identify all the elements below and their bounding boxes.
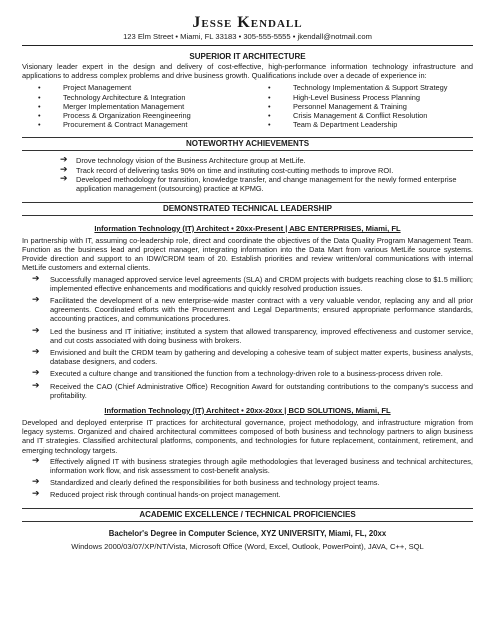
competency-item: • Technology Implementation & Support Strategy	[268, 83, 448, 93]
bullet-icon: •	[38, 101, 41, 111]
job-bullet: ➔ Reduced project risk through continual hands-on project management.	[32, 488, 281, 500]
bullet-icon: •	[268, 101, 271, 111]
competency-item: • Process & Organization Reengineering	[38, 110, 191, 120]
bullet-icon: •	[268, 83, 271, 93]
job-title-1: Information Technology (IT) Architect • 20xx-Present | ABC ENTERPRISES, Miami, FL	[94, 223, 401, 233]
leadership-heading: DEMONSTRATED TECHNICAL LEADERSHIP	[22, 202, 473, 216]
candidate-name: Jesse Kendall	[192, 14, 303, 31]
arrow-icon: ➔	[60, 153, 68, 164]
summary-heading: SUPERIOR IT ARCHITECTURE	[189, 52, 306, 61]
competency-item: • Procurement & Contract Management	[38, 119, 188, 129]
arrow-icon: ➔	[32, 488, 40, 499]
achievement-item: ➔ Developed methodology for transition, knowledge transfer, and change management for the newly formed enterprise application management (outsourcing) practice at KPMG.	[60, 173, 457, 194]
arrow-icon: ➔	[32, 324, 40, 335]
summary-paragraph: Visionary leader expert in the design and delivery of cost-effective, high-performance information technology infrastructure and applications to address complex problems and drive business growth. Qualifications include over a decade of experience in:	[22, 62, 473, 81]
education-heading: ACADEMIC EXCELLENCE / TECHNICAL PROFICIENCIES	[22, 508, 473, 522]
competency-item: • Team & Department Leadership	[268, 119, 398, 129]
bullet-icon: •	[38, 92, 41, 102]
competency-item: • Technology Architecture & Integration	[38, 92, 186, 102]
achievement-item: ➔ Drove technology vision of the Business Architecture group at MetLife.	[60, 153, 306, 165]
bullet-icon: •	[38, 83, 41, 93]
arrow-icon: ➔	[32, 476, 40, 487]
job-description-1: In partnership with IT, assuming co-leadership role, direct and coordinate the objectives of the Data Quality Program Management Team. Function as the business lead and project manager, integrating information into the Data Mart from various MetLife source systems. Provide direction and support to an IDW/CRDM team of 20. Establish priorities and review written/oral communications with internal MetLife customers and external clients.	[22, 235, 473, 273]
job-bullet: ➔ Standardized and clearly defined the responsibilities for both business and technology project teams.	[32, 476, 380, 488]
bullet-icon: •	[268, 92, 271, 102]
competency-item: • Personnel Management & Training	[268, 101, 407, 111]
job-bullets-2	[22, 454, 473, 500]
job-description-2: Developed and deployed enterprise IT practices for architectural governance, project methodology, and infrastructure migration from legacy systems. Organized and chaired architectural committees composed of both business and technology partners to align business and IT strategies. Classified architectural platforms, components, and technologies for future replacement, containment, retirement, and emerging technology targets.	[22, 417, 473, 455]
job-bullet: ➔ Envisioned and built the CRDM team by gathering and developing a cohesive team of subject matter experts, business analysts, database designers, and coders.	[32, 345, 473, 367]
job-bullets-1	[22, 272, 473, 400]
job-title-2: Information Technology (IT) Architect • 20xx-20xx | BCD SOLUTIONS, Miami, FL	[104, 405, 391, 415]
competency-item: • Crisis Management & Conflict Resolution	[268, 110, 428, 120]
competency-item: • High-Level Business Process Planning	[268, 92, 420, 102]
arrow-icon: ➔	[32, 454, 40, 465]
competency-item: • Project Management	[38, 83, 132, 93]
arrow-icon: ➔	[32, 367, 40, 378]
bullet-icon: •	[38, 119, 41, 129]
achievement-item: ➔ Track record of delivering tasks 90% on time and instituting cost-cutting methods to improve ROI.	[60, 163, 394, 175]
degree-line: Bachelor's Degree in Computer Science, XYZ UNIVERSITY, Miami, FL, 20xx	[108, 528, 387, 538]
bullet-icon: •	[268, 110, 271, 120]
achievements-list	[22, 153, 473, 194]
job-bullet: ➔ Successfully managed approved service level agreements (SLA) and CRDM projects with budgets reaching close to $1.5 million; implemented effective enhancements and modifications and quickly resolved production issues.	[32, 272, 473, 293]
arrow-icon: ➔	[32, 293, 40, 304]
arrow-icon: ➔	[60, 173, 68, 184]
job-bullet: ➔ Executed a culture change and transitioned the function from a technology-driven role to a business-process driven role.	[32, 367, 443, 379]
job-bullet: ➔ Led the business and IT initiative; instituted a system that allowed transparency, improved effectiveness and customer service, and cut costs associated with doing business with brokers.	[32, 324, 473, 345]
arrow-icon: ➔	[60, 163, 68, 174]
job-bullet: ➔ Facilitated the development of a new enterprise-wide master contract with a very valuable vendor, replacing any and all prior agreements. Coordinated efforts with the Procurement and Legal Departments; ensured appropriate performance standards, accounting practices, and communications procedures.	[32, 293, 473, 324]
competencies-left	[38, 83, 238, 128]
bullet-icon: •	[268, 119, 271, 129]
competencies-grid	[38, 83, 473, 128]
competencies-right	[268, 83, 473, 128]
skills-line: Windows 2000/03/07/XP/NT/Vista, Microsoft Office (Word, Excel, Outlook, PowerPoint), JAVA, C++, SQL	[71, 541, 424, 551]
arrow-icon: ➔	[32, 379, 40, 390]
arrow-icon: ➔	[32, 272, 40, 283]
job-bullet: ➔ Received the CAO (Chief Administrative Office) Recognition Award for outstanding contributions to the company's success and profitability.	[32, 379, 473, 400]
job-bullet: ➔ Effectively aligned IT with business strategies through agile methodologies that leveraged business and technical architectures, information work flow, and risk assessment to cost-benefit analysis.	[32, 454, 473, 475]
achievements-heading: NOTEWORTHY ACHIEVEMENTS	[22, 137, 473, 151]
competency-item: • Merger Implementation Management	[38, 101, 185, 111]
contact-line: 123 Elm Street • Miami, FL 33183 • 305-555-5555 • jkendall@notmail.com	[22, 32, 473, 46]
arrow-icon: ➔	[32, 345, 40, 356]
bullet-icon: •	[38, 110, 41, 120]
